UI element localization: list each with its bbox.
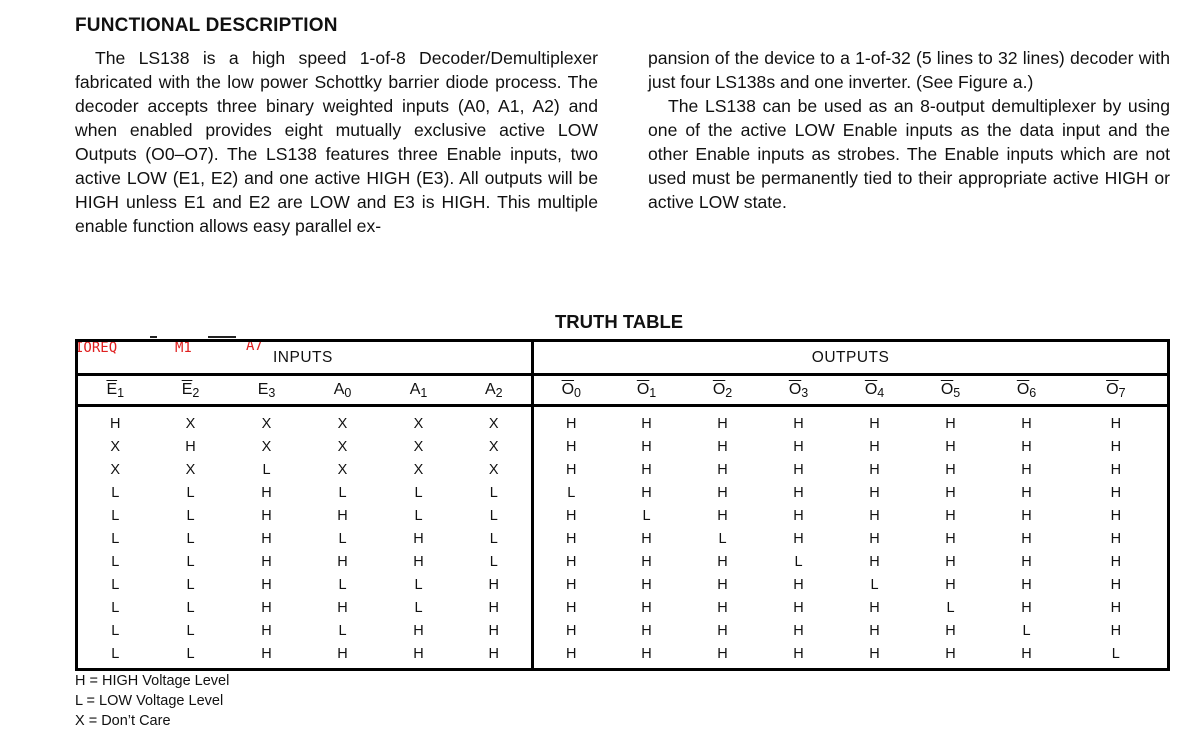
table-cell: L	[111, 507, 120, 524]
table-cell: L	[457, 550, 533, 573]
table-cell: H	[1110, 415, 1122, 432]
table-cell: H	[457, 619, 533, 642]
table-cell: H	[945, 461, 956, 478]
description-left-column	[75, 46, 598, 238]
table-cell: L	[186, 622, 195, 639]
table-cell: H	[869, 645, 880, 662]
table-cell: H	[1021, 461, 1032, 478]
table-cell: H	[261, 645, 272, 662]
table-cell: L	[186, 484, 195, 501]
table-cell: H	[717, 507, 728, 524]
legend-item: H = HIGH Voltage Level	[75, 673, 230, 689]
annotation-a7: A7	[246, 338, 263, 354]
table-row	[77, 550, 1169, 573]
table-cell: H	[793, 622, 804, 639]
table-cell: H	[1110, 553, 1122, 570]
table-cell: L	[111, 622, 120, 639]
table-cell: X	[337, 438, 348, 455]
annotation-overbar-ioreq	[150, 336, 157, 338]
table-cell: L	[414, 507, 423, 524]
table-cell: H	[261, 484, 272, 501]
table-row	[77, 504, 1169, 527]
table-cell: H	[1110, 530, 1122, 547]
table-cell: X	[413, 461, 424, 478]
table-cell: H	[261, 530, 272, 547]
table-row	[77, 573, 1169, 596]
column-header-o4: $\overline{O}_4$	[837, 375, 913, 406]
table-cell: H	[1021, 599, 1032, 616]
annotation-ioreq: IOREQ	[75, 340, 118, 356]
table-cell: L	[718, 530, 727, 547]
annotation-m1: M1	[175, 340, 192, 356]
column-header-e1: $\overline{E}_1$	[77, 375, 153, 406]
table-cell: H	[1021, 576, 1032, 593]
table-cell: H	[1110, 507, 1122, 524]
table-cell: L	[794, 553, 803, 570]
table-cell: H	[869, 507, 880, 524]
outputs-group-header: OUTPUTS	[811, 348, 890, 366]
table-cell: L	[262, 461, 271, 478]
table-cell: H	[945, 507, 956, 524]
table-cell: H	[261, 599, 272, 616]
table-row	[77, 481, 1169, 504]
table-cell: L	[414, 576, 423, 593]
table-cell: L	[186, 530, 195, 547]
truth-table-legend	[75, 671, 229, 731]
table-cell: H	[945, 484, 956, 501]
table-cell: L	[186, 599, 195, 616]
table-cell: H	[413, 645, 424, 662]
table-cell: H	[1021, 438, 1032, 455]
table-cell: H	[869, 484, 880, 501]
table-cell: H	[869, 415, 880, 432]
table-cell: L	[338, 576, 347, 593]
table-cell: H	[945, 415, 956, 432]
table-cell: H	[457, 596, 533, 619]
table-row	[77, 596, 1169, 619]
table-cell: H	[337, 507, 348, 524]
table-cell: H	[566, 622, 577, 639]
table-cell: H	[641, 553, 652, 570]
table-cell: H	[641, 438, 652, 455]
table-cell: H	[566, 530, 577, 547]
table-cell: L	[186, 576, 195, 593]
table-row	[77, 458, 1169, 481]
column-header-o2: $\overline{O}_2$	[685, 375, 761, 406]
table-cell: L	[457, 527, 533, 550]
table-cell: H	[337, 599, 348, 616]
table-cell: L	[870, 576, 879, 593]
right-paragraph-1: The LS138 can be used as an 8-output demultiplexer by using one of the active LOW Enable inputs as the data input and the other Enable inputs as strobes. The Enable inputs which are not used must be permanently tied to their appropriate active HIGH or active LOW state.	[648, 96, 1170, 212]
table-cell: L	[111, 599, 120, 616]
table-cell: X	[261, 415, 272, 432]
table-cell: H	[869, 553, 880, 570]
table-cell: H	[869, 438, 880, 455]
table-cell: L	[414, 484, 423, 501]
table-cell: H	[1021, 507, 1032, 524]
table-cell: H	[945, 622, 956, 639]
table-cell: H	[793, 438, 804, 455]
table-cell: L	[111, 530, 120, 547]
table-cell: H	[793, 484, 804, 501]
table-cell: H	[793, 599, 804, 616]
left-paragraph-0: The LS138 is a high speed 1-of-8 Decoder/Demultiplexer fabricated with the low power Schottky barrier diode process. The decoder accepts three binary weighted inputs (A0, A1, A2) and when enabled provides eight mutually exclusive active LOW Outputs (O0–O7). The LS138 features three Enable inputs, two active LOW (E1, E2) and one active HIGH (E3). All outputs will be HIGH unless E1 and E2 are LOW and E3 is HIGH. This multiple enable function allows easy parallel ex-	[75, 48, 598, 236]
table-cell: H	[641, 622, 652, 639]
table-cell: L	[414, 599, 423, 616]
table-cell: X	[457, 458, 533, 481]
column-header-a2: $A_2$	[457, 375, 533, 406]
table-cell: L	[946, 599, 955, 616]
table-cell: H	[1110, 438, 1122, 455]
table-cell: H	[717, 461, 728, 478]
table-cell: H	[261, 553, 272, 570]
table-cell: H	[717, 553, 728, 570]
table-cell: H	[566, 438, 577, 455]
table-row	[77, 435, 1169, 458]
truth-table-title: TRUTH TABLE	[555, 311, 684, 332]
column-header-a0: $A_0$	[305, 375, 381, 406]
column-header-e3: $E_3$	[229, 375, 305, 406]
table-cell: H	[717, 576, 728, 593]
table-cell: H	[337, 553, 348, 570]
table-cell: H	[793, 530, 804, 547]
table-cell: H	[1021, 415, 1032, 432]
table-cell: H	[641, 645, 652, 662]
table-cell: L	[111, 484, 120, 501]
table-cell: X	[185, 461, 196, 478]
table-cell: H	[1021, 484, 1032, 501]
table-cell: L	[186, 507, 195, 524]
table-cell: L	[1111, 645, 1120, 662]
section-heading: FUNCTIONAL DESCRIPTION	[75, 15, 338, 36]
table-cell: H	[869, 530, 880, 547]
table-cell: L	[338, 622, 347, 639]
table-cell: H	[457, 573, 533, 596]
truth-table	[75, 339, 1170, 671]
table-cell: L	[186, 553, 195, 570]
inputs-group-header: INPUTS	[77, 341, 533, 375]
table-cell: L	[457, 504, 533, 527]
table-cell: H	[793, 461, 804, 478]
table-cell: X	[110, 438, 121, 455]
table-cell: X	[457, 406, 533, 436]
table-cell: H	[1110, 599, 1122, 616]
table-cell: H	[717, 415, 728, 432]
table-cell: H	[457, 642, 533, 670]
table-cell: H	[793, 507, 804, 524]
table-cell: L	[111, 645, 120, 662]
table-cell: H	[793, 645, 804, 662]
table-cell: H	[945, 576, 956, 593]
table-cell: H	[793, 415, 804, 432]
table-cell: H	[566, 507, 577, 524]
table-cell: X	[337, 461, 348, 478]
table-cell: X	[413, 438, 424, 455]
table-row	[77, 527, 1169, 550]
column-header-o0: $\overline{O}_0$	[533, 375, 609, 406]
right-paragraph-0: pansion of the device to a 1-of-32 (5 lines to 32 lines) decoder with just four LS138s and one inverter. (See Figure a.)	[648, 48, 1170, 92]
table-cell: H	[1110, 622, 1122, 639]
table-cell: H	[261, 507, 272, 524]
table-cell: H	[945, 438, 956, 455]
legend-item: X = Don’t Care	[75, 713, 171, 729]
table-cell: L	[186, 645, 195, 662]
table-cell: L	[1022, 622, 1031, 639]
table-cell: X	[413, 415, 424, 432]
table-cell: H	[869, 461, 880, 478]
table-cell: H	[1110, 461, 1122, 478]
table-cell: H	[566, 415, 577, 432]
table-cell: H	[185, 438, 196, 455]
table-cell: H	[641, 576, 652, 593]
table-cell: L	[111, 553, 120, 570]
column-header-o5: $\overline{O}_5$	[913, 375, 989, 406]
table-cell: H	[945, 553, 956, 570]
table-cell: H	[413, 622, 424, 639]
table-cell: H	[793, 576, 804, 593]
table-cell: L	[457, 481, 533, 504]
table-row	[77, 619, 1169, 642]
table-cell: H	[945, 645, 956, 662]
table-cell: H	[869, 622, 880, 639]
table-cell: X	[185, 415, 196, 432]
column-header-o7: $\overline{O}_7$	[1065, 375, 1169, 406]
table-cell: H	[566, 576, 577, 593]
table-cell: H	[566, 461, 577, 478]
table-cell: H	[641, 484, 652, 501]
table-cell: L	[111, 576, 120, 593]
description-right-column	[648, 46, 1170, 214]
table-cell: L	[338, 530, 347, 547]
table-cell: L	[338, 484, 347, 501]
table-cell: H	[1021, 553, 1032, 570]
table-cell: H	[641, 415, 652, 432]
table-cell: H	[1021, 530, 1032, 547]
column-header-a1: $A_1$	[381, 375, 457, 406]
table-cell: H	[945, 530, 956, 547]
table-cell: H	[1021, 645, 1032, 662]
table-cell: L	[567, 484, 576, 501]
table-cell: H	[413, 553, 424, 570]
table-row	[77, 642, 1169, 670]
table-cell: H	[717, 484, 728, 501]
table-cell: H	[869, 599, 880, 616]
table-cell: H	[641, 599, 652, 616]
table-cell: H	[717, 622, 728, 639]
table-cell: H	[566, 599, 577, 616]
annotation-overbar-m1	[208, 336, 236, 338]
table-cell: H	[641, 461, 652, 478]
table-cell: H	[641, 530, 652, 547]
column-header-o3: $\overline{O}_3$	[761, 375, 837, 406]
table-cell: H	[261, 622, 272, 639]
column-header-o1: $\overline{O}_1$	[609, 375, 685, 406]
table-cell: H	[1110, 576, 1122, 593]
table-row	[77, 406, 1169, 436]
table-cell: H	[413, 530, 424, 547]
table-cell: H	[566, 645, 577, 662]
table-cell: X	[261, 438, 272, 455]
table-cell: H	[717, 645, 728, 662]
table-cell: H	[1110, 484, 1122, 501]
column-header-e2: $\overline{E}_2$	[153, 375, 229, 406]
legend-item: L = LOW Voltage Level	[75, 693, 224, 709]
table-cell: X	[337, 415, 348, 432]
column-header-row	[77, 375, 1169, 406]
table-cell: H	[717, 599, 728, 616]
column-header-o6: $\overline{O}_6$	[989, 375, 1065, 406]
table-cell: L	[642, 507, 651, 524]
table-cell: H	[717, 438, 728, 455]
table-cell: H	[566, 553, 577, 570]
table-cell: H	[337, 645, 348, 662]
table-cell: H	[261, 576, 272, 593]
table-cell: X	[457, 435, 533, 458]
table-cell: H	[110, 415, 121, 432]
truth-table-body	[77, 406, 1169, 670]
table-cell: X	[110, 461, 121, 478]
